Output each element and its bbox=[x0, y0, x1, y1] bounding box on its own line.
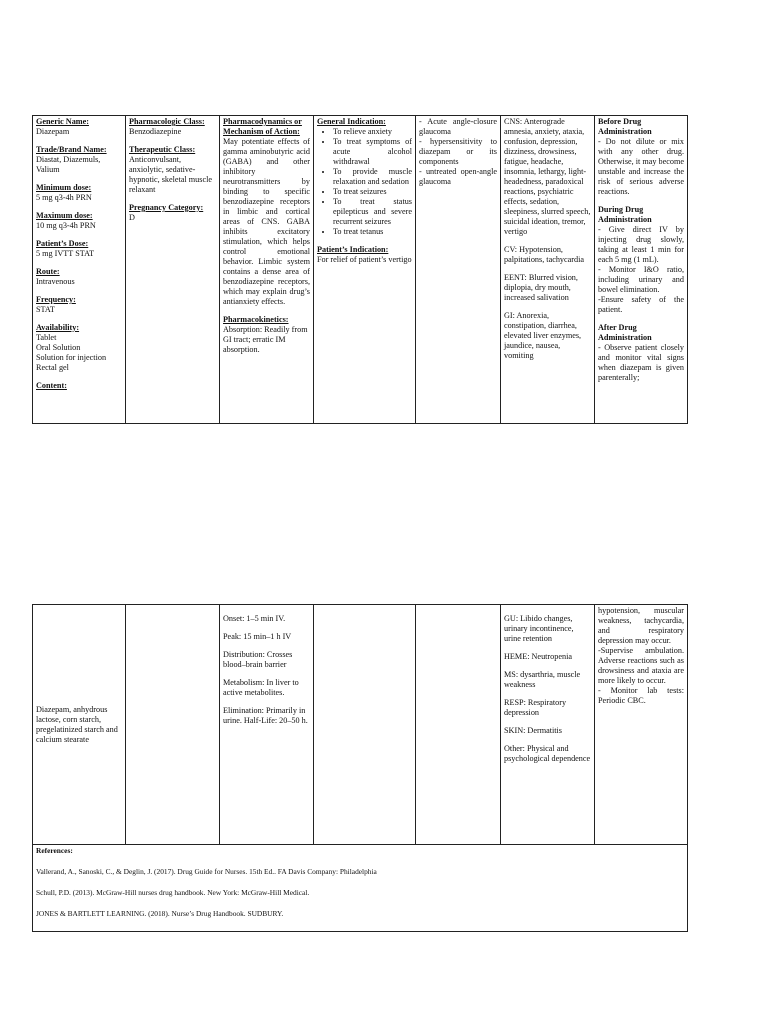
reference-item: Vallerand, A., Sanoski, C., & Deglin, J. (2017). Drug Guide for Nurses. 15th Ed.. FA Davis Company: Philadelphia bbox=[36, 867, 377, 877]
reference-item: Schull, P.D. (2013). McGraw-Hill nurses drug handbook. New York: McGraw-Hill Medical. bbox=[36, 888, 310, 898]
therapeutic-class-label: Therapeutic Class: bbox=[129, 145, 196, 154]
reference-item: JONES & BARTLETT LEARNING. (2018). Nurse’s Drug Handbook. SUDBURY. bbox=[36, 909, 284, 919]
pharmacologic-class-label: Pharmacologic Class: bbox=[129, 117, 205, 126]
elimination-text: Elimination: Primarily in urine. Half-Life: 20–50 h. bbox=[223, 706, 308, 725]
empty-cell bbox=[416, 605, 501, 845]
mechanism-cell bbox=[220, 116, 314, 424]
nursing-responsibilities-cell bbox=[595, 116, 688, 424]
before-administration-text: - Do not dilute or mix with any other drug. Otherwise, it may become unstable and increase the risk of serious adverse reactions. bbox=[598, 137, 684, 196]
references-cell bbox=[33, 845, 688, 932]
patient-indication-value: For relief of patient’s vertigo bbox=[317, 255, 412, 264]
availability-item: Oral Solution bbox=[36, 343, 81, 352]
pharmacokinetics-text: Absorption: Readily from GI tract; erratic IM absorption. bbox=[223, 325, 308, 354]
availability-item: Solution for injection bbox=[36, 353, 107, 362]
indication-item: • To treat symptoms of acute alcohol withdrawal bbox=[333, 137, 412, 167]
mechanism-label: Pharmacodynamics or Mechanism of Action: bbox=[223, 117, 302, 136]
content-label: Content: bbox=[36, 381, 67, 390]
gi-effects: GI: Anorexia, constipation, diarrhea, elevated liver enzymes, jaundice, nausea, vomiting bbox=[504, 311, 582, 360]
content-cell bbox=[33, 605, 126, 845]
contraindication-text: - Acute angle-closure glaucoma - hypersensitivity to diazepam or its components - untreated open-angle glaucoma bbox=[419, 117, 497, 186]
indication-cell bbox=[314, 116, 416, 424]
before-administration-label: Before Drug Administration bbox=[598, 117, 652, 136]
indication-item: • To treat seizures bbox=[333, 187, 412, 197]
contraindication-cell bbox=[416, 116, 501, 424]
pharmacokinetics-label: Pharmacokinetics: bbox=[223, 315, 289, 324]
resp-effects: RESP: Respiratory depression bbox=[504, 698, 567, 717]
drug-identity-cell bbox=[33, 116, 126, 424]
during-administration-text: - Give direct IV by injecting drug slowly, taking at least 1 min for each 5 mg (1 mL). - Monitor I&O ratio, including urinary and bowel elimination. -Ensure safety of the patient. bbox=[598, 225, 684, 314]
eent-effects: EENT: Blurred vision, diplopia, dry mouth, increased salivation bbox=[504, 273, 578, 302]
mechanism-text: May potentiate effects of gamma aminobutyric acid (GABA) and other inhibitory neurotransmitters by binding to specific benzodiazepine receptors in limbic and cortical areas of CNS. GABA inhibits excitatory stimulation, which helps control emotional behavior. Limbic system contains a dense area of benzodiazepine receptors, which may explain drug’s antianxiety effects. bbox=[223, 137, 310, 306]
drug-study-table-page-2 bbox=[32, 604, 688, 932]
indication-item: • To treat status epilepticus and severe recurrent seizures bbox=[333, 197, 412, 227]
pharmacologic-class-value: Benzodiazepine bbox=[129, 127, 182, 136]
classification-cell bbox=[126, 116, 220, 424]
after-administration-label: After Drug Administration bbox=[598, 323, 652, 342]
therapeutic-class-value: Anticonvulsant, anxiolytic, sedative-hypnotic, skeletal muscle relaxant bbox=[129, 155, 212, 194]
general-indication-list bbox=[317, 127, 412, 237]
frequency-label: Frequency: bbox=[36, 295, 76, 304]
during-administration-label: During Drug Administration bbox=[598, 205, 652, 224]
cns-effects: CNS: Anterograde amnesia, anxiety, ataxia, confusion, depression, dizziness, drowsiness, fatigue, headache, insomnia, lethargy, light-headedness, paradoxical reactions, psychiatric effects, sedation, sleepiness, slurred speech, suicidal ideation, tremor, vertigo bbox=[504, 117, 591, 236]
indication-item: • To provide muscle relaxation and sedation bbox=[333, 167, 412, 187]
empty-cell bbox=[314, 605, 416, 845]
gu-effects: GU: Libido changes, urinary incontinence, urine retention bbox=[504, 614, 574, 643]
skin-effects: SKIN: Dermatitis bbox=[504, 726, 562, 735]
general-indication-label: General Indication: bbox=[317, 117, 386, 126]
indication-item: • To relieve anxiety bbox=[333, 127, 412, 137]
peak-text: Peak: 15 min–1 h IV bbox=[223, 632, 292, 641]
indication-item: • To treat tetanus bbox=[333, 227, 412, 237]
trade-name-label: Trade/Brand Name: bbox=[36, 145, 107, 154]
after-administration-text: - Observe patient closely and monitor vital signs when diazepam is given parenterally; bbox=[598, 343, 684, 382]
availability-label: Availability: bbox=[36, 323, 80, 332]
pregnancy-category-value: D bbox=[129, 213, 135, 222]
distribution-text: Distribution: Crosses blood–brain barrier bbox=[223, 650, 293, 669]
patient-dose-label: Patient’s Dose: bbox=[36, 239, 89, 248]
patient-indication-label: Patient’s Indication: bbox=[317, 245, 389, 254]
patient-dose-value: 5 mg IVTT STAT bbox=[36, 249, 95, 258]
route-label: Route: bbox=[36, 267, 60, 276]
pregnancy-category-label: Pregnancy Category: bbox=[129, 203, 204, 212]
nursing-responsibilities-cont-cell bbox=[595, 605, 688, 845]
generic-name-label: Generic Name: bbox=[36, 117, 89, 126]
minimum-dose-label: Minimum dose: bbox=[36, 183, 92, 192]
trade-name-value: Diastat, Diazemuls, Valium bbox=[36, 155, 101, 174]
other-effects: Other: Physical and psychological dependence bbox=[504, 744, 591, 763]
adverse-effects-cont-cell bbox=[501, 605, 595, 845]
adverse-effects-cell bbox=[501, 116, 595, 424]
heme-effects: HEME: Neutropenia bbox=[504, 652, 572, 661]
content-text: Diazepam, anhydrous lactose, corn starch, pregelatinized starch and calcium stearate bbox=[36, 704, 118, 744]
cv-effects: CV: Hypotension, palpitations, tachycardia bbox=[504, 245, 585, 264]
generic-name-value: Diazepam bbox=[36, 127, 70, 136]
pharmacokinetics-cont-cell bbox=[220, 605, 314, 845]
onset-text: Onset: 1–5 min IV. bbox=[223, 614, 286, 623]
nursing-cont-text: hypotension, muscular weakness, tachycardia, and respiratory depression may occur. -Supervise ambulation. Adverse reactions such as drowsiness and ataxia are more likely to occur. - Monitor lab tests: Periodic CBC. bbox=[598, 606, 684, 705]
frequency-value: STAT bbox=[36, 305, 55, 314]
route-value: Intravenous bbox=[36, 277, 75, 286]
metabolism-text: Metabolism: In liver to active metabolites. bbox=[223, 678, 299, 697]
empty-cell bbox=[126, 605, 220, 845]
drug-study-table-page-1 bbox=[32, 115, 688, 424]
references-label: References: bbox=[36, 846, 73, 855]
minimum-dose-value: 5 mg q3-4h PRN bbox=[36, 193, 92, 202]
maximum-dose-value: 10 mg q3-4h PRN bbox=[36, 221, 96, 230]
ms-effects: MS: dysarthria, muscle weakness bbox=[504, 670, 581, 689]
availability-item: Rectal gel bbox=[36, 363, 69, 372]
availability-item: Tablet bbox=[36, 333, 57, 342]
maximum-dose-label: Maximum dose: bbox=[36, 211, 93, 220]
